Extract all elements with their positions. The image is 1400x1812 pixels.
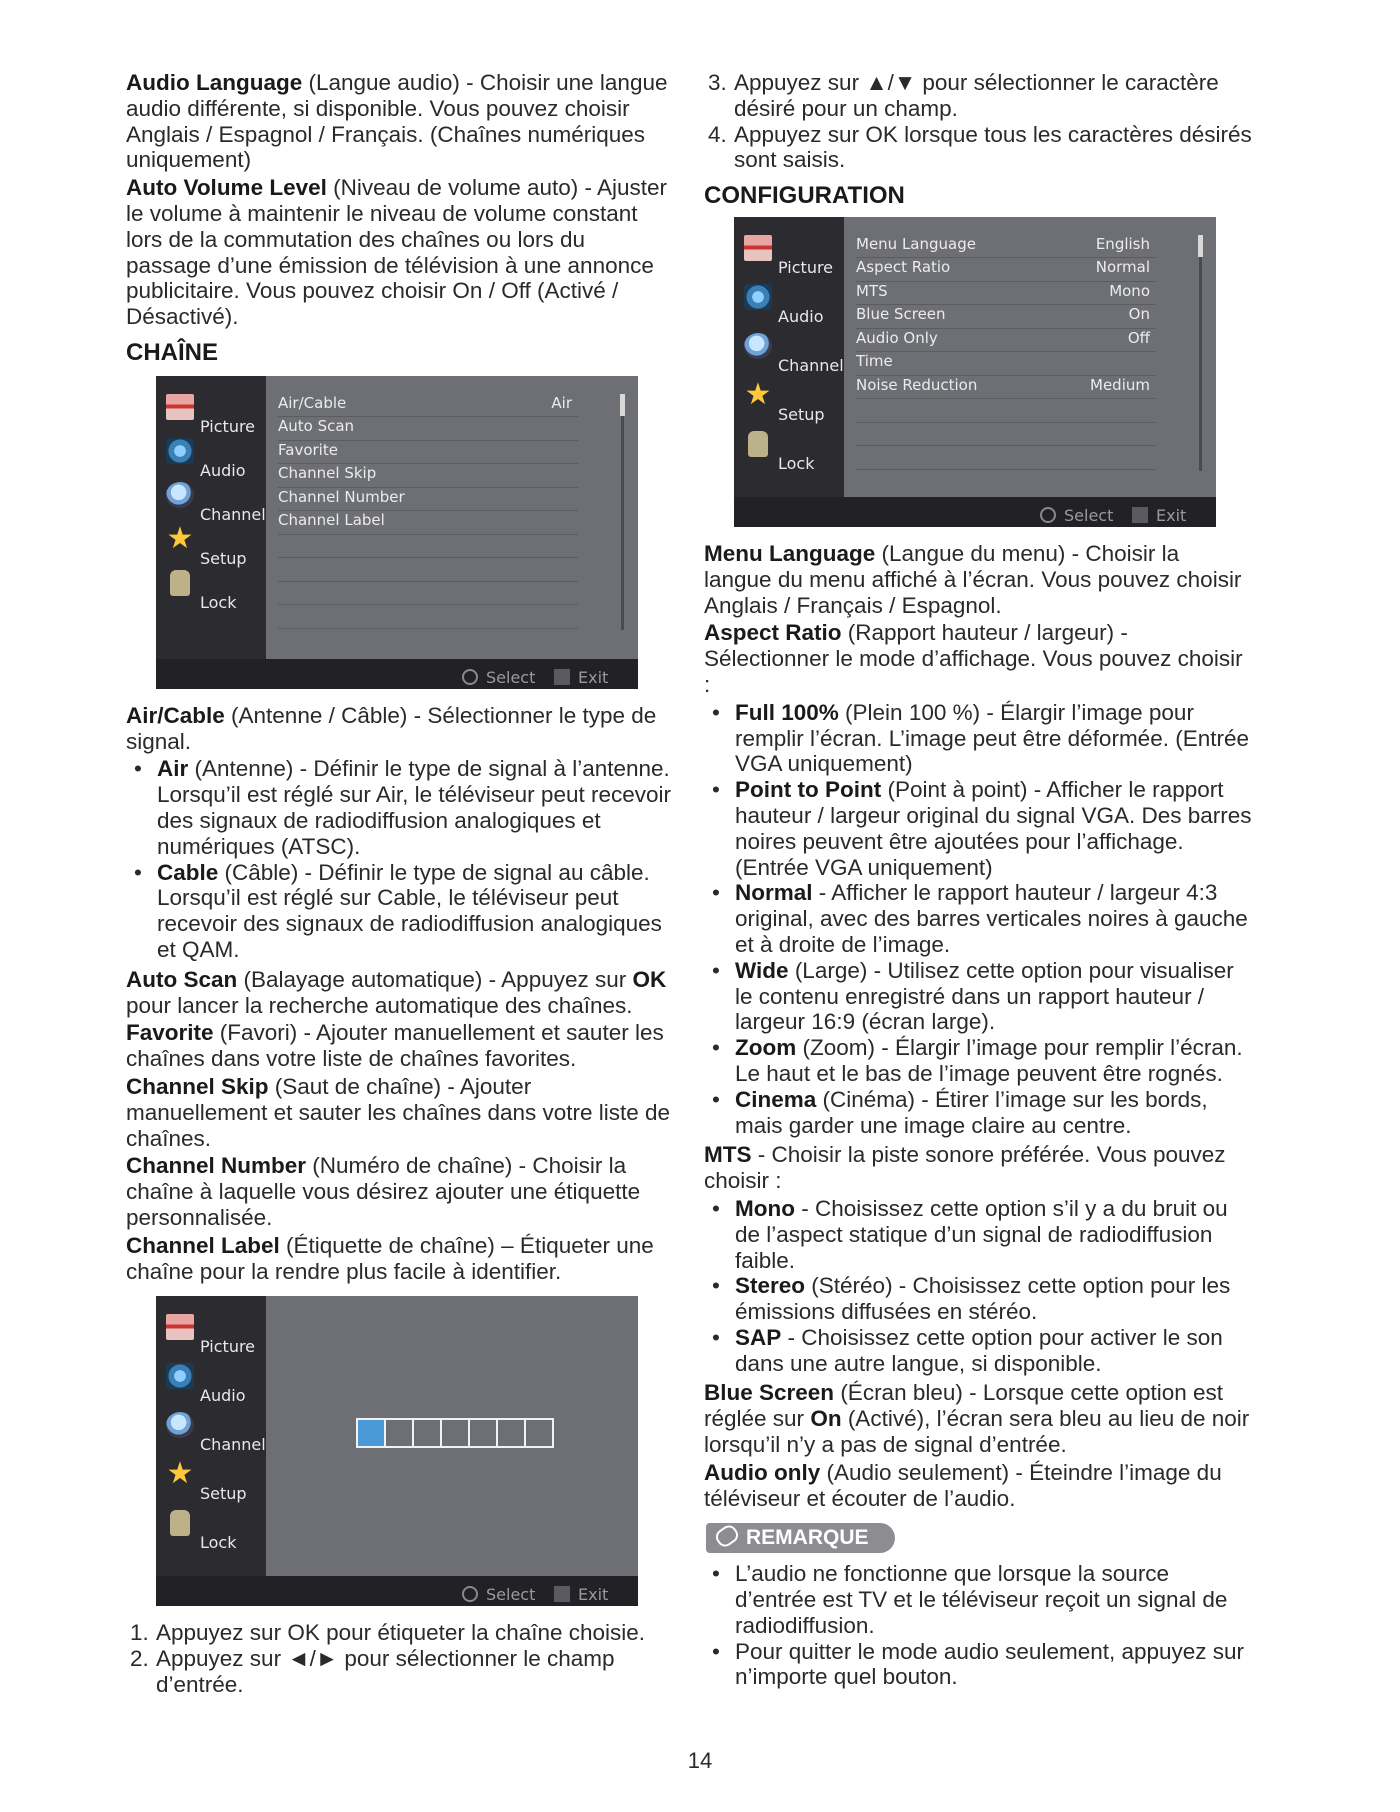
list-item: • Air (Antenne) - Définir le type de signal à l’antenne. Lorsqu’il est réglé sur Air, le téléviseur peut recevoir des signaux de radiodiffusion analogiques et numériques (ATSC). (126, 756, 676, 859)
list-item: • L’audio ne fonctionne que lorsque la source d’entrée est TV et le téléviseur reçoit un signal de radiodiffusion. (704, 1561, 1252, 1638)
sidebar-item-lock: Lock (156, 1506, 266, 1552)
left-column (126, 70, 676, 1698)
menu-row: Noise Reduction Medium (856, 376, 1156, 400)
entry-cell (468, 1418, 498, 1448)
select-hint: Select (462, 665, 535, 691)
select-icon (462, 1586, 478, 1602)
sidebar-item-setup: ★ Setup (166, 520, 247, 568)
sidebar-item-picture: Picture (156, 1310, 266, 1356)
entry-cell (524, 1418, 554, 1448)
list-item: • Stereo (Stéréo) - Choisissez cette option pour les émissions diffusées en stéréo. (704, 1273, 1252, 1325)
setup-menu-screenshot (734, 217, 1216, 527)
notes-list (704, 1561, 1252, 1690)
list-item: 3. Appuyez sur ▲/▼ pour sélectionner le caractère désiré pour un champ. (708, 70, 1219, 121)
aspect-ratio-list (704, 700, 1252, 1139)
sidebar-item-picture: Picture (734, 231, 844, 277)
menu-sidebar (734, 217, 844, 497)
sidebar-item-channel: Channel (156, 1408, 266, 1454)
menu-row-empty (278, 558, 578, 582)
air-cable-list (126, 756, 676, 962)
list-item: • Normal - Afficher le rapport hauteur / largeur 4:3 original, avec des barres verticales noires à gauche et à droite de l’image. (704, 880, 1252, 957)
menu-row-empty (856, 399, 1156, 423)
list-item: 2. Appuyez sur ◄/► pour sélectionner le champ d’entrée. (130, 1646, 615, 1697)
menu-row: Favorite (278, 441, 578, 465)
favorite-para: Favorite (Favori) - Ajouter manuellement et sauter les chaînes dans votre liste de chaînes favorites. (126, 1020, 664, 1072)
channel-icon (166, 1412, 194, 1438)
channel-icon (166, 482, 194, 508)
sidebar-item-lock: Lock (734, 427, 844, 473)
select-hint: Select (1040, 503, 1113, 529)
entry-cell (440, 1418, 470, 1448)
exit-icon (554, 1586, 570, 1602)
lock-icon (170, 570, 190, 596)
menu-row: Channel Label (278, 511, 578, 535)
audio-language-para: Audio Language (Langue audio) - Choisir une langue audio différente, si disponible. Vous pouvez choisir Anglais / Espagnol / Français. (Chaînes numériques uniquement) (126, 70, 668, 173)
sidebar-item-audio: Audio (156, 434, 266, 480)
paperclip-icon (713, 1523, 741, 1550)
air-cable-para: Air/Cable (Antenne / Câble) - Sélectionner le type de signal. (126, 702, 657, 754)
menu-row: Air/Cable Air (278, 394, 578, 418)
sidebar-item-channel: Channel (156, 478, 266, 524)
exit-hint: Exit (554, 665, 608, 691)
heading-configuration: CONFIGURATION (704, 182, 905, 210)
select-icon (1040, 507, 1056, 523)
menu-row: Channel Skip (278, 464, 578, 488)
menu-bottom-bar (156, 1576, 638, 1606)
menu-scrollbar (1199, 235, 1202, 471)
select-icon (462, 669, 478, 685)
menu-bottom-bar (734, 497, 1216, 527)
channel-menu-screenshot (156, 376, 638, 689)
heading-chaine: CHAÎNE (126, 338, 219, 366)
entry-cell-active (356, 1418, 386, 1448)
exit-icon (1132, 507, 1148, 523)
star-icon: ★ (166, 520, 194, 556)
list-item: • Point to Point (Point à point) - Afficher le rapport hauteur / largeur original du signal VGA. Des barres noires peuvent être ajoutées pour l’affichage. (Entrée VGA uniquement) (704, 777, 1252, 880)
mts-para: MTS - Choisir la piste sonore préférée. Vous pouvez choisir : (704, 1142, 1226, 1194)
menu-row: Auto Scan (278, 417, 578, 441)
menu-scrollbar (621, 394, 624, 630)
exit-icon (554, 669, 570, 685)
menu-row-empty (856, 446, 1156, 470)
lock-icon (170, 1510, 190, 1536)
aspect-ratio-para: Aspect Ratio (Rapport hauteur / largeur) - Sélectionner le mode d’affichage. Vous pouvez choisir : (704, 620, 1243, 697)
channel-skip-para: Channel Skip (Saut de chaîne) - Ajouter manuellement et sauter les chaînes dans votre liste de chaînes. (126, 1073, 671, 1151)
label-steps-continued (704, 70, 1252, 173)
list-item: • SAP - Choisissez cette option pour activer le son dans une autre langue, si disponible. (704, 1325, 1252, 1377)
list-item: • Cable (Câble) - Définir le type de signal au câble. Lorsqu’il est réglé sur Cable, le téléviseur peut recevoir des signaux de radiodiffusion analogiques et QAM. (126, 860, 676, 963)
label-entry-field (358, 1418, 554, 1448)
list-item: • Cinema (Cinéma) - Étirer l’image sur les bords, mais garder une image claire au centre. (704, 1087, 1252, 1139)
list-item: 4. Appuyez sur OK lorsque tous les caractères désirés sont saisis. (708, 121, 1252, 173)
menu-row: Aspect Ratio Normal (856, 258, 1156, 282)
entry-cell (384, 1418, 414, 1448)
menu-row: Menu Language English (856, 235, 1156, 259)
menu-sidebar (156, 376, 266, 659)
sidebar-item-picture: Picture (156, 390, 266, 436)
entry-cell (412, 1418, 442, 1448)
channel-icon (744, 333, 772, 359)
channel-label-para: Channel Label (Étiquette de chaîne) – Étiqueter une chaîne pour la rendre plus facile à identifier. (126, 1232, 654, 1284)
menu-bottom-bar (156, 659, 638, 689)
entry-cell (496, 1418, 526, 1448)
lock-icon (748, 431, 768, 457)
list-item: • Zoom (Zoom) - Élargir l’image pour remplir l’écran. Le haut et le bas de l’image peuvent être rognés. (704, 1035, 1252, 1087)
menu-row-empty (278, 535, 578, 559)
list-item: 1. Appuyez sur OK pour étiqueter la chaîne choisie. (130, 1620, 646, 1646)
sidebar-item-audio: Audio (734, 280, 844, 326)
list-item: • Full 100% (Plein 100 %) - Élargir l’image pour remplir l’écran. L’image peut être déformée. (Entrée VGA uniquement) (704, 700, 1252, 777)
audio-icon (744, 284, 772, 310)
picture-icon (744, 235, 772, 261)
menu-row: MTS Mono (856, 282, 1156, 306)
remarque-badge: REMARQUE (706, 1523, 895, 1553)
channel-number-para: Channel Number (Numéro de chaîne) - Choisir la chaîne à laquelle vous désirez ajouter une étiquette personnalisée. (126, 1153, 641, 1230)
list-item: • Pour quitter le mode audio seulement, appuyez sur n’importe quel bouton. (704, 1639, 1252, 1691)
channel-label-screenshot (156, 1296, 638, 1606)
blue-screen-para: Blue Screen (Écran bleu) - Lorsque cette option est réglée sur On (Activé), l’écran sera bleu au lieu de noir lorsqu’il n’y a pas de signal d’entrée. (704, 1380, 1250, 1458)
menu-row: Blue Screen On (856, 305, 1156, 329)
mts-list (704, 1196, 1252, 1377)
menu-sidebar (156, 1296, 266, 1576)
menu-row-empty (278, 605, 578, 629)
list-item: • Mono - Choisissez cette option s’il y a du bruit ou de l’aspect statique d’un signal de radiodiffusion faible. (704, 1196, 1252, 1273)
star-icon: ★ (166, 1456, 194, 1492)
menu-rows (278, 394, 578, 629)
auto-scan-para: Auto Scan (Balayage automatique) - Appuyez sur OK pour lancer la recherche automatique des chaînes. (126, 966, 667, 1018)
menu-language-para: Menu Language (Langue du menu) - Choisir la langue du menu affiché à l’écran. Vous pouvez choisir Anglais / Français / Espagnol. (704, 540, 1242, 618)
sidebar-item-setup: ★ Setup (744, 376, 825, 424)
menu-row-empty (856, 423, 1156, 447)
auto-volume-para: Auto Volume Level (Niveau de volume auto) - Ajuster le volume à maintenir le niveau de volume constant lors de la commutation des chaînes ou lors du passage d’une émission de télévision à une annonce publicitaire. Vous pouvez choisir On / Off (Activé / Désactivé). (126, 175, 668, 330)
menu-row: Time (856, 352, 1156, 376)
picture-icon (166, 1314, 194, 1340)
select-hint: Select (462, 1582, 535, 1608)
picture-icon (166, 394, 194, 420)
audio-only-para: Audio only (Audio seulement) - Éteindre l’image du téléviseur et écouter de l’audio. (704, 1459, 1222, 1511)
page-number: 14 (687, 1748, 713, 1773)
list-item: • Wide (Large) - Utilisez cette option pour visualiser le contenu enregistré dans un rapport hauteur / largeur 16:9 (écran large). (704, 958, 1252, 1035)
audio-icon (166, 1363, 194, 1389)
exit-hint: Exit (554, 1582, 608, 1608)
exit-hint: Exit (1132, 503, 1186, 529)
menu-rows (856, 235, 1156, 470)
sidebar-item-lock: Lock (156, 566, 266, 612)
sidebar-item-channel: Channel (734, 329, 844, 375)
label-steps-list (126, 1620, 676, 1697)
sidebar-item-audio: Audio (156, 1359, 266, 1405)
star-icon: ★ (744, 376, 772, 412)
menu-row: Channel Number (278, 488, 578, 512)
menu-row: Audio Only Off (856, 329, 1156, 353)
menu-row-empty (278, 582, 578, 606)
sidebar-item-setup: ★ Setup (166, 1456, 247, 1504)
right-column (704, 70, 1252, 1694)
audio-icon (166, 438, 194, 464)
